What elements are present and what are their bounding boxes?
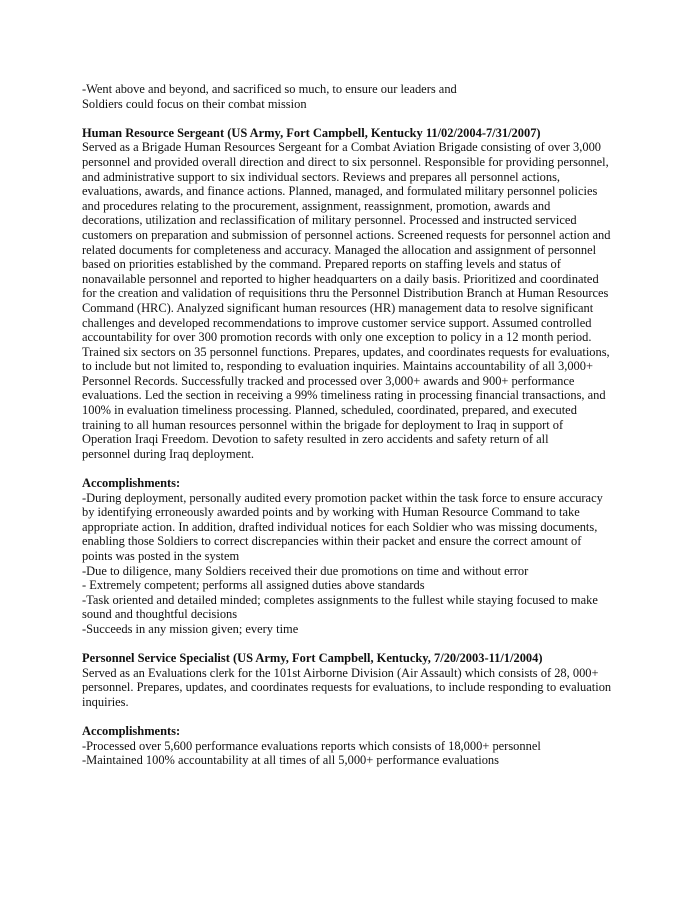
job-description-line: challenges and developed recommendations to improve customer service support. Assumed controlled	[82, 315, 592, 330]
job-description-line: personnel and provided overall direction and direct to six personnel. Responsible for providing personnel,	[82, 154, 609, 169]
accomplishment-line: by identifying erroneously awarded points and by working with Human Resource Command to take	[82, 505, 580, 520]
job-description-line: 100% in evaluation timeliness processing. Planned, scheduled, coordinated, prepared, and executed	[82, 403, 577, 418]
spacer	[82, 461, 622, 476]
job-description-line: and administrative support to six individual sectors. Reviews and prepares all personnel actions,	[82, 169, 561, 184]
job-heading: Personnel Service Specialist (US Army, Fort Campbell, Kentucky, 7/20/2003-11/1/2004)	[82, 651, 543, 666]
job-description-line: to include but not limited to, responding to evaluation inquiries. Maintains accountability of all 3,000+	[82, 359, 593, 374]
job-description-line: Trained six sectors on 35 personnel functions. Prepares, updates, and coordinates requests for evaluations,	[82, 344, 610, 359]
spacer	[82, 111, 622, 126]
accomplishments-heading: Accomplishments:	[82, 476, 181, 491]
job-description-line: decorations, utilization and reclassification of military personnel. Processed and instructed serviced	[82, 213, 577, 228]
intro-section	[82, 82, 622, 111]
accomplishments-section	[82, 724, 622, 768]
accomplishments-section	[82, 476, 622, 637]
job-personnel-service-specialist	[82, 651, 622, 709]
accomplishments-heading: Accomplishments:	[82, 724, 181, 739]
job-description-line: for the creation and validation of requisitions thru the Personnel Distribution Branch at Human Resources	[82, 286, 609, 301]
job-description-line: nonavailable personnel and reported to higher headquarters on a daily basis. Prioritized and coordinated	[82, 271, 599, 286]
job-description-line: Command (HRC). Analyzed significant human resources (HR) management data to resolve significant	[82, 300, 594, 315]
job-description-line: Served as an Evaluations clerk for the 101st Airborne Division (Air Assault) which consists of 28, 000+	[82, 665, 599, 680]
job-description-line: personnel during Iraq deployment.	[82, 446, 255, 461]
accomplishment-line: -Task oriented and detailed minded; completes assignments to the fullest while staying focused to make	[82, 592, 598, 607]
accomplishment-line: -During deployment, personally audited every promotion packet within the task force to ensure accuracy	[82, 490, 603, 505]
resume-page	[82, 82, 622, 768]
accomplishment-line: -Processed over 5,600 performance evaluations reports which consists of 18,000+ personnel	[82, 738, 541, 753]
job-description-line: Served as a Brigade Human Resources Sergeant for a Combat Aviation Brigade consisting of over 3,000	[82, 140, 602, 155]
spacer	[82, 637, 622, 652]
job-description-line: Personnel Records. Successfully tracked and processed over 3,000+ awards and 900+ performance	[82, 373, 575, 388]
accomplishment-line: -Maintained 100% accountability at all times of all 5,000+ performance evaluations	[82, 753, 499, 768]
accomplishment-line: enabling those Soldiers to correct discrepancies within their packet and ensure the correct amount of	[82, 534, 582, 549]
spacer	[82, 710, 622, 725]
intro-line: -Went above and beyond, and sacrificed so much, to ensure our leaders and	[82, 82, 457, 96]
accomplishment-line: sound and thoughtful decisions	[82, 607, 238, 622]
job-description-line: inquiries.	[82, 694, 129, 709]
job-description-line: related documents for completeness and accuracy. Managed the allocation and assignment of personnel	[82, 242, 597, 257]
job-description-line: and procedures relating to the procurement, assignment, reassignment, promotion, awards and	[82, 198, 551, 213]
accomplishment-line: points was posted in the system	[82, 549, 240, 563]
accomplishment-line: appropriate action. In addition, drafted individual notices for each Soldier who was missing documents,	[82, 519, 598, 534]
accomplishment-line: - Extremely competent; performs all assigned duties above standards	[82, 578, 425, 593]
job-description-line: accountability for over 300 promotion records with only one exception to policy in a 12 month period.	[82, 330, 592, 345]
job-description-line: evaluations. Led the section in receiving a 99% timeliness rating in processing financial transactions, and	[82, 388, 606, 403]
job-description-line: evaluations, awards, and finance actions. Planned, managed, and formulated military personnel policies	[82, 184, 598, 199]
accomplishment-line: -Due to diligence, many Soldiers received their due promotions on time and without error	[82, 563, 529, 578]
job-description-line: personnel. Prepares, updates, and coordinates requests for evaluations, to include responding to evaluation	[82, 680, 612, 695]
job-description-line: customers on preparation and submission of personnel actions. Screened requests for personnel action and	[82, 227, 611, 242]
accomplishment-line: -Succeeds in any mission given; every time	[82, 621, 299, 636]
job-description-line: based on priorities established by the command. Prepared reports on staffing levels and status of	[82, 257, 561, 272]
intro-line: Soldiers could focus on their combat mission	[82, 96, 307, 111]
job-description-line: training to all human resources personnel within the brigade for deployment to Iraq in support of	[82, 417, 564, 432]
job-heading: Human Resource Sergeant (US Army, Fort Campbell, Kentucky 11/02/2004-7/31/2007)	[82, 125, 541, 140]
job-human-resource-sergeant	[82, 126, 622, 462]
job-description-line: Operation Iraqi Freedom. Devotion to safety resulted in zero accidents and safety return of all	[82, 432, 549, 447]
